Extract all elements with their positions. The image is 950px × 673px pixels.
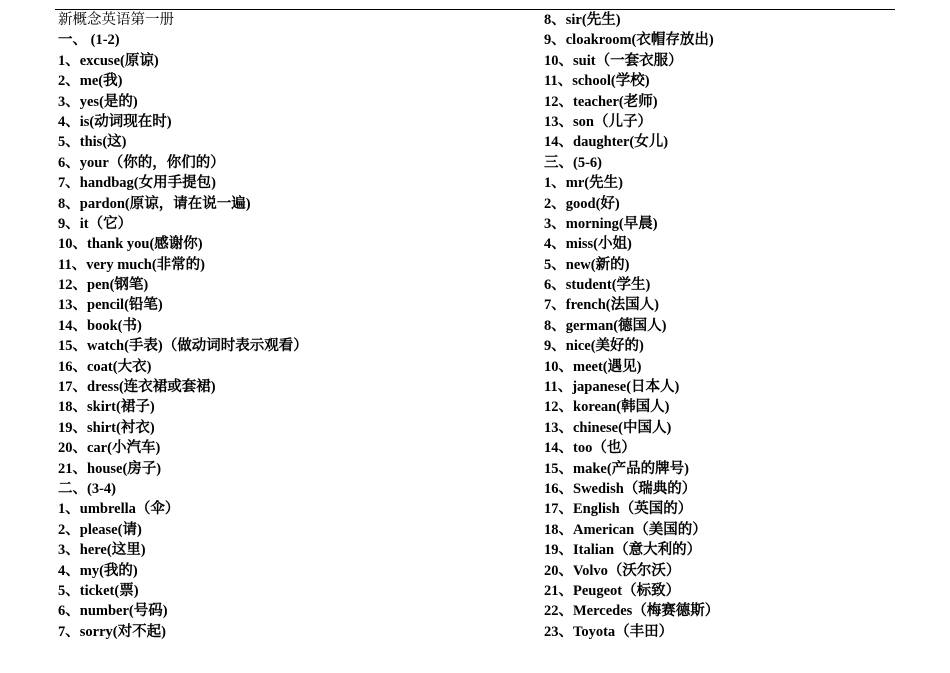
entry-term: make bbox=[573, 460, 607, 477]
entry-term: pen bbox=[87, 277, 110, 294]
entry-term: umbrella bbox=[79, 501, 136, 518]
entry-number: 20、 bbox=[58, 440, 87, 457]
vocab-entry bbox=[544, 397, 719, 417]
entry-meaning: (对不起) bbox=[112, 623, 166, 640]
entry-meaning: （英国的） bbox=[619, 501, 693, 518]
vocab-entry bbox=[58, 132, 308, 152]
entry-meaning: (请) bbox=[117, 521, 142, 538]
entry-term: mr bbox=[565, 175, 585, 192]
vocab-entry bbox=[544, 479, 719, 499]
entry-term: japanese bbox=[572, 379, 627, 396]
entry-term: nice bbox=[565, 338, 591, 355]
entry-number: 4、 bbox=[58, 113, 80, 130]
entry-meaning: （它） bbox=[88, 215, 133, 232]
vocab-entry bbox=[544, 71, 719, 91]
entry-number: 20、 bbox=[544, 562, 573, 579]
entry-number: 1、 bbox=[58, 52, 80, 69]
entry-number: 12、 bbox=[544, 93, 573, 110]
entry-number: 23、 bbox=[544, 623, 573, 640]
entry-number: 6、 bbox=[58, 603, 80, 620]
entry-number: 22、 bbox=[544, 603, 573, 620]
entry-term: American bbox=[573, 521, 635, 538]
entry-number: 19、 bbox=[58, 419, 87, 436]
vocab-entry bbox=[58, 92, 308, 112]
entry-term: Toyota bbox=[573, 623, 616, 640]
entry-meaning: (先生) bbox=[581, 12, 621, 28]
vocab-entry bbox=[58, 275, 308, 295]
entry-meaning: (产品的牌号) bbox=[606, 460, 690, 477]
entry-meaning: （丰田） bbox=[615, 623, 674, 640]
entry-meaning: (连衣裙或套裙) bbox=[118, 379, 216, 396]
entry-meaning: （儿子） bbox=[593, 113, 652, 130]
entry-term: ticket bbox=[79, 582, 115, 599]
vocab-entry bbox=[58, 499, 308, 519]
entry-number: 6、 bbox=[544, 277, 566, 294]
vocab-entry bbox=[544, 499, 719, 519]
entry-number: 11、 bbox=[58, 256, 87, 273]
entry-meaning: (衬衣) bbox=[116, 419, 155, 436]
entry-meaning: (美好的) bbox=[590, 338, 644, 355]
entry-meaning: (这) bbox=[102, 134, 127, 151]
entry-term: house bbox=[87, 460, 123, 477]
entry-number: 17、 bbox=[58, 379, 87, 396]
entry-term: german bbox=[565, 317, 614, 334]
entry-meaning: (号码) bbox=[128, 603, 168, 620]
vocab-entry bbox=[544, 520, 719, 540]
entry-meaning: (原谅) bbox=[120, 52, 159, 69]
entry-meaning: (中国人) bbox=[618, 419, 672, 436]
vocab-entry bbox=[544, 622, 719, 642]
entry-number: 7、 bbox=[58, 175, 80, 192]
entry-meaning: （沃尔沃） bbox=[607, 562, 681, 579]
entry-meaning: (老师) bbox=[618, 93, 658, 110]
entry-meaning: （伞） bbox=[135, 501, 180, 518]
entry-number: 7、 bbox=[58, 623, 80, 640]
entry-meaning: (早晨) bbox=[618, 215, 658, 232]
entry-number: 8、 bbox=[58, 195, 80, 212]
vocab-entry bbox=[544, 173, 719, 193]
entry-meaning: (学校) bbox=[610, 73, 650, 90]
entry-meaning: (裙子) bbox=[116, 399, 155, 416]
entry-term: me bbox=[79, 73, 99, 90]
vocab-entry bbox=[544, 459, 719, 479]
entry-term: excuse bbox=[79, 52, 121, 69]
entry-number: 7、 bbox=[544, 297, 566, 314]
vocab-entry bbox=[544, 92, 719, 112]
entry-number: 2、 bbox=[544, 195, 566, 212]
entry-meaning: (我) bbox=[98, 73, 123, 90]
vocab-entry bbox=[544, 234, 719, 254]
vocab-entry bbox=[544, 51, 719, 71]
entry-meaning: (衣帽存放出) bbox=[631, 32, 714, 49]
entry-number: 4、 bbox=[58, 562, 80, 579]
vocab-entry bbox=[58, 520, 308, 540]
entry-term: korean bbox=[573, 399, 617, 416]
entry-number: 5、 bbox=[58, 582, 80, 599]
vocab-entry bbox=[544, 194, 719, 214]
entry-term: yes bbox=[79, 93, 100, 110]
entry-term: student bbox=[565, 277, 612, 294]
vocab-entry bbox=[58, 51, 308, 71]
vocab-entry bbox=[544, 377, 719, 397]
vocab-entry bbox=[58, 112, 308, 132]
entry-number: 14、 bbox=[58, 317, 87, 334]
vocab-entry bbox=[58, 561, 308, 581]
vocab-entry bbox=[544, 275, 719, 295]
vocab-entry bbox=[58, 153, 308, 173]
entry-number: 9、 bbox=[58, 215, 80, 232]
entry-meaning: (票) bbox=[114, 582, 139, 599]
vocab-entry bbox=[544, 112, 719, 132]
entry-term: daughter bbox=[573, 134, 630, 151]
entry-term: Volvo bbox=[573, 562, 608, 579]
section-heading: 二、(3-4) bbox=[58, 480, 116, 497]
section-heading: 三、(5-6) bbox=[544, 154, 602, 171]
entry-meaning: (铅笔) bbox=[124, 297, 163, 314]
vocab-entry bbox=[544, 336, 719, 356]
entry-number: 18、 bbox=[58, 399, 87, 416]
entry-term: son bbox=[573, 113, 594, 130]
entry-number: 10、 bbox=[544, 52, 573, 69]
entry-meaning: (我的) bbox=[99, 562, 138, 579]
entry-term: Mercedes bbox=[573, 603, 633, 620]
entry-term: sir bbox=[565, 12, 582, 28]
entry-meaning: (手表)（做动词时表示观看） bbox=[124, 338, 308, 355]
entry-meaning: （标致） bbox=[622, 582, 681, 599]
entry-number: 15、 bbox=[58, 338, 87, 355]
entry-meaning: （瑞典的） bbox=[623, 480, 697, 497]
entry-term: my bbox=[79, 562, 100, 579]
right-column bbox=[544, 10, 719, 642]
entry-number: 13、 bbox=[58, 297, 87, 314]
vocab-entry bbox=[544, 295, 719, 315]
vocab-entry bbox=[58, 397, 308, 417]
entry-number: 12、 bbox=[58, 277, 87, 294]
vocab-entry bbox=[544, 316, 719, 336]
vocab-entry bbox=[58, 71, 308, 91]
entry-term: suit bbox=[573, 52, 596, 69]
entry-term: it bbox=[79, 215, 89, 232]
entry-meaning: (动词现在时) bbox=[89, 113, 172, 130]
entry-term: meet bbox=[573, 358, 603, 375]
entry-meaning: （美国的） bbox=[634, 521, 707, 538]
entry-number: 21、 bbox=[58, 460, 87, 477]
entry-number: 3、 bbox=[58, 542, 80, 559]
entry-term: school bbox=[572, 73, 611, 90]
entry-meaning: (大衣) bbox=[112, 358, 152, 375]
vocab-entry bbox=[58, 540, 308, 560]
entry-term: dress bbox=[87, 379, 119, 396]
vocab-entry bbox=[58, 194, 308, 214]
entry-meaning: (女用手提包) bbox=[133, 175, 216, 192]
entry-meaning: (是的) bbox=[99, 93, 138, 110]
entry-number: 8、 bbox=[544, 12, 566, 28]
document-title: 新概念英语第一册 bbox=[58, 12, 174, 28]
entry-number: 3、 bbox=[544, 215, 566, 232]
entry-term: cloakroom bbox=[565, 32, 632, 49]
entry-term: pencil bbox=[87, 297, 125, 314]
vocab-entry bbox=[544, 132, 719, 152]
entry-term: this bbox=[79, 134, 103, 151]
entry-number: 12、 bbox=[544, 399, 573, 416]
entry-meaning: (日本人) bbox=[626, 379, 680, 396]
entry-term: English bbox=[573, 501, 620, 518]
entry-term: too bbox=[573, 440, 593, 457]
vocab-entry bbox=[58, 357, 308, 377]
entry-number: 4、 bbox=[544, 236, 566, 253]
entry-meaning: (房子) bbox=[122, 460, 162, 477]
entry-number: 14、 bbox=[544, 440, 573, 457]
entry-term: number bbox=[79, 603, 129, 620]
section-heading: 一、 (1-2) bbox=[58, 32, 120, 49]
entry-meaning: (遇见) bbox=[602, 358, 642, 375]
vocab-entry bbox=[58, 622, 308, 642]
entry-term: here bbox=[79, 542, 107, 559]
entry-meaning: (这里) bbox=[106, 542, 146, 559]
entry-term: french bbox=[565, 297, 606, 314]
entry-number: 17、 bbox=[544, 501, 573, 518]
entry-number: 3、 bbox=[58, 93, 80, 110]
entry-meaning: (好) bbox=[595, 195, 620, 212]
entry-number: 13、 bbox=[544, 113, 573, 130]
entry-meaning: (学生) bbox=[611, 277, 651, 294]
entry-meaning: (感谢你) bbox=[149, 236, 203, 253]
vocab-entry bbox=[544, 581, 719, 601]
vocab-entry bbox=[58, 377, 308, 397]
vocab-entry bbox=[58, 418, 308, 438]
entry-term: Peugeot bbox=[573, 582, 623, 599]
entry-number: 2、 bbox=[58, 521, 80, 538]
entry-number: 16、 bbox=[58, 358, 87, 375]
entry-meaning: （梅赛德斯） bbox=[632, 603, 720, 620]
entry-term: good bbox=[565, 195, 596, 212]
entry-term: is bbox=[79, 113, 90, 130]
entry-meaning: (韩国人) bbox=[616, 399, 670, 416]
entry-term: morning bbox=[565, 215, 619, 232]
entry-meaning: (书) bbox=[117, 317, 142, 334]
vocab-entry bbox=[544, 357, 719, 377]
entry-term: miss bbox=[565, 236, 594, 253]
entry-meaning: （你的，你们的） bbox=[108, 154, 225, 171]
entry-term: pardon bbox=[79, 195, 125, 212]
entry-meaning: （一套衣服） bbox=[595, 52, 683, 69]
vocab-entry bbox=[58, 234, 308, 254]
vocab-entry bbox=[58, 336, 308, 356]
entry-term: your bbox=[79, 154, 109, 171]
entry-meaning: （意大利的） bbox=[614, 542, 702, 559]
entry-term: please bbox=[79, 521, 118, 538]
vocab-entry bbox=[58, 316, 308, 336]
entry-term: sorry bbox=[79, 623, 113, 640]
entry-term: new bbox=[565, 256, 591, 273]
entry-term: chinese bbox=[573, 419, 619, 436]
vocab-entry bbox=[58, 214, 308, 234]
entry-meaning: (非常的) bbox=[151, 256, 206, 273]
vocab-entry bbox=[544, 418, 719, 438]
entry-number: 1、 bbox=[58, 501, 80, 518]
entry-term: Italian bbox=[573, 542, 615, 559]
vocab-entry bbox=[58, 438, 308, 458]
entry-term: skirt bbox=[87, 399, 116, 416]
entry-number: 11、 bbox=[544, 379, 573, 396]
entry-number: 1、 bbox=[544, 175, 566, 192]
entry-term: teacher bbox=[573, 93, 619, 110]
entry-term: watch bbox=[87, 338, 125, 355]
vocab-entry bbox=[544, 601, 719, 621]
entry-meaning: (小姐) bbox=[593, 236, 632, 253]
vocab-entry bbox=[544, 540, 719, 560]
vocab-entry bbox=[58, 255, 308, 275]
entry-term: thank you bbox=[87, 236, 150, 253]
entry-term: shirt bbox=[87, 419, 116, 436]
entry-term: Swedish bbox=[573, 480, 624, 497]
entry-meaning: (钢笔) bbox=[109, 277, 149, 294]
entry-meaning: (女儿) bbox=[629, 134, 669, 151]
entry-number: 6、 bbox=[58, 154, 80, 171]
entry-term: book bbox=[87, 317, 118, 334]
entry-meaning: (德国人) bbox=[613, 317, 667, 334]
entry-term: coat bbox=[87, 358, 113, 375]
entry-meaning: （也） bbox=[592, 440, 636, 457]
entry-number: 13、 bbox=[544, 419, 573, 436]
entry-number: 21、 bbox=[544, 582, 573, 599]
entry-number: 8、 bbox=[544, 317, 566, 334]
vocab-entry bbox=[58, 601, 308, 621]
entry-meaning: (新的) bbox=[590, 256, 630, 273]
entry-number: 10、 bbox=[58, 236, 87, 253]
vocab-entry bbox=[58, 459, 308, 479]
entry-meaning: (法国人) bbox=[605, 297, 659, 314]
vocab-entry bbox=[544, 214, 719, 234]
entry-number: 15、 bbox=[544, 460, 573, 477]
entry-number: 9、 bbox=[544, 32, 566, 49]
entry-number: 11、 bbox=[544, 73, 573, 90]
vocab-entry bbox=[544, 438, 719, 458]
left-column bbox=[58, 10, 308, 642]
entry-meaning: (先生) bbox=[584, 175, 623, 192]
vocab-entry bbox=[58, 581, 308, 601]
entry-meaning: (小汽车) bbox=[107, 440, 161, 457]
entry-number: 19、 bbox=[544, 542, 573, 559]
vocab-entry bbox=[58, 173, 308, 193]
entry-meaning: (原谅，请在说一遍) bbox=[124, 195, 251, 212]
vocab-entry bbox=[544, 10, 719, 30]
vocab-entry bbox=[544, 255, 719, 275]
entry-term: handbag bbox=[79, 175, 134, 192]
vocab-entry bbox=[58, 295, 308, 315]
entry-term: car bbox=[87, 440, 108, 457]
entry-number: 10、 bbox=[544, 358, 573, 375]
entry-number: 9、 bbox=[544, 338, 566, 355]
entry-number: 5、 bbox=[58, 134, 80, 151]
entry-term: very much bbox=[86, 256, 152, 273]
vocab-entry bbox=[544, 30, 719, 50]
entry-number: 2、 bbox=[58, 73, 80, 90]
entry-number: 5、 bbox=[544, 256, 566, 273]
vocab-entry bbox=[544, 561, 719, 581]
entry-number: 14、 bbox=[544, 134, 573, 151]
entry-number: 18、 bbox=[544, 521, 573, 538]
entry-number: 16、 bbox=[544, 480, 573, 497]
